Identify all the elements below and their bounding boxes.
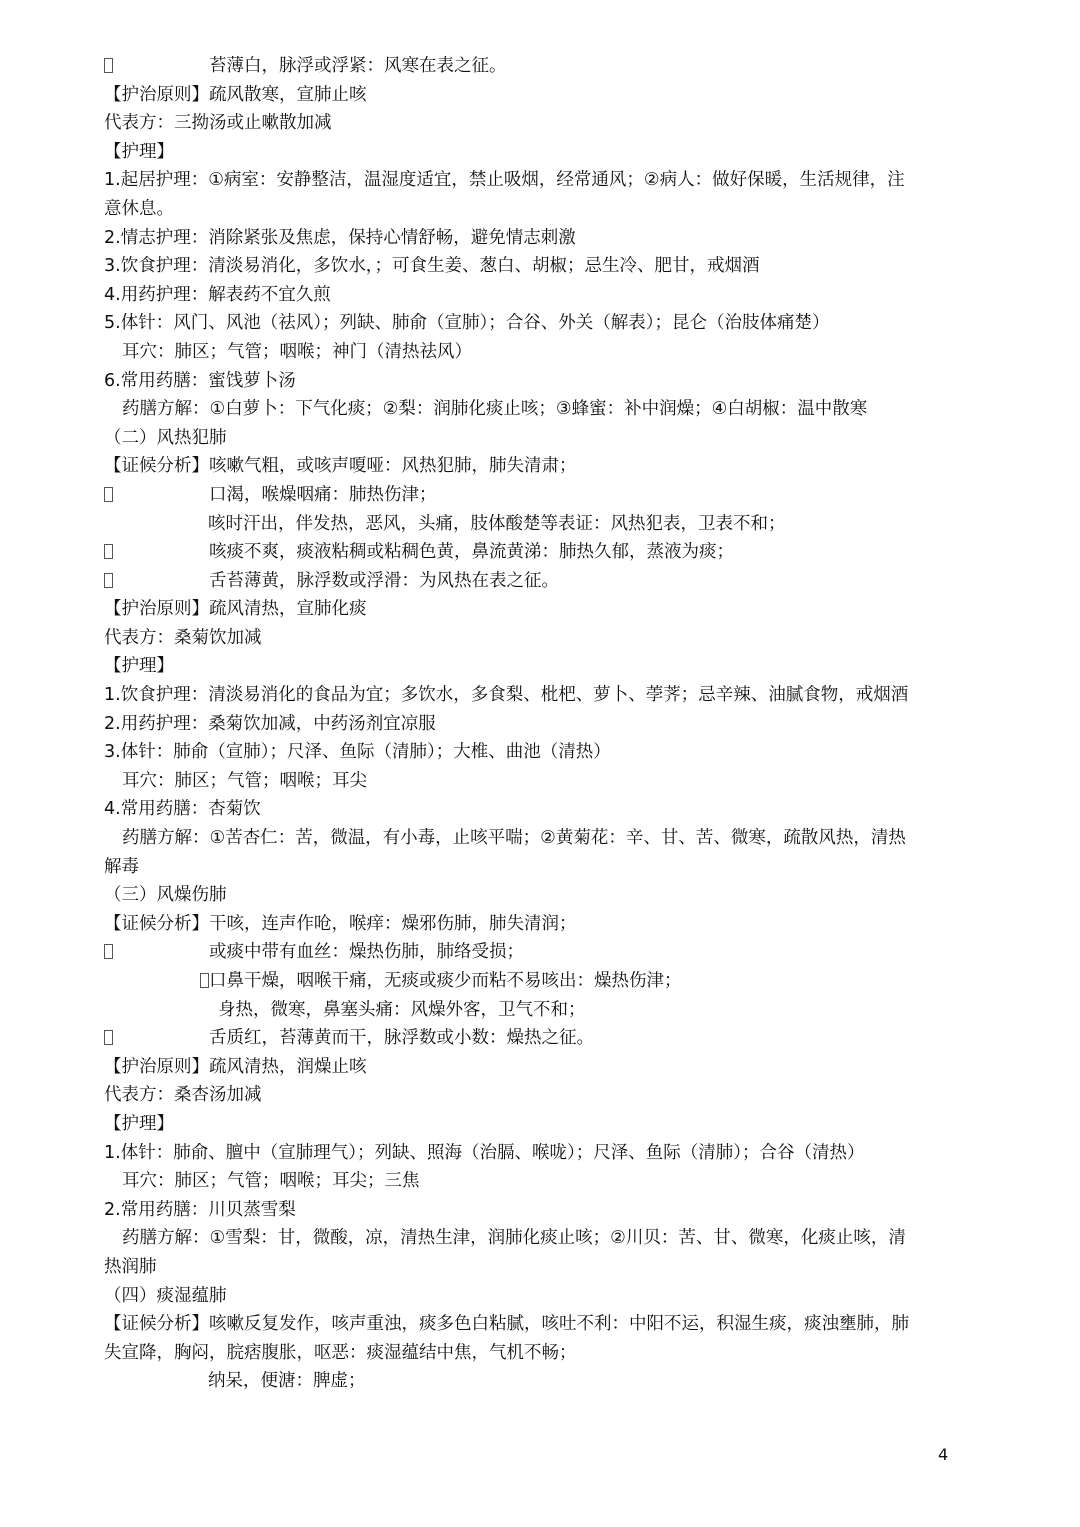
- line-text: 【证候分析】咳嗽气粗，或咳声嗄哑：风热犯肺，肺失清肃；: [104, 456, 577, 477]
- text-line: [104, 910, 984, 939]
- text-line: [104, 395, 984, 424]
- line-text: （二）风热犯肺: [104, 427, 227, 448]
- line-text: 身热，微寒，鼻塞头痛：风燥外客，卫气不和；: [218, 999, 586, 1020]
- text-line: [104, 996, 984, 1025]
- text-line: [104, 1110, 984, 1139]
- line-text: 舌质红，苔薄黄而干，脉浮数或小数：燥热之征。: [209, 1028, 594, 1049]
- text-line: [104, 1024, 984, 1053]
- line-text: 【护治原则】疏风散寒，宣肺止咳: [104, 84, 367, 105]
- text-line: [104, 767, 984, 796]
- text-line: [104, 309, 984, 338]
- line-text: 【护治原则】疏风清热，润燥止咳: [104, 1056, 367, 1077]
- text-line: [104, 681, 984, 710]
- missing-glyph-icon: [104, 573, 113, 588]
- line-text: 6.常用药膳：蜜饯萝卜汤: [104, 370, 296, 391]
- line-text: 【护理】: [104, 1113, 174, 1134]
- text-line: [104, 1081, 984, 1110]
- text-line: [104, 1224, 984, 1253]
- line-text: 【证候分析】咳嗽反复发作，咳声重浊，痰多色白粘腻，咳吐不利：中阳不运，积湿生痰，痰浊壅肺，肺: [104, 1314, 909, 1335]
- line-text: 耳穴：肺区；气管；咽喉；神门（清热祛风）: [122, 341, 472, 362]
- line-text: 代表方：桑菊饮加减: [104, 627, 262, 648]
- line-text: 5.体针：风门、风池（祛风）；列缺、肺俞（宣肺）；合谷、外关（解表）；昆仑（治肢体痛楚）: [104, 313, 830, 334]
- text-line: [104, 195, 984, 224]
- line-text: 耳穴：肺区；气管；咽喉；耳尖: [122, 770, 367, 791]
- text-line: [104, 281, 984, 310]
- text-line: [104, 624, 984, 653]
- line-text: 咳时汗出，伴发热，恶风，头痛，肢体酸楚等表证：风热犯表，卫表不和；: [208, 513, 786, 534]
- line-text: 1.起居护理：①病室：安静整洁，温湿度适宜，禁止吸烟，经常通风；②病人：做好保暖，生活规律，注: [104, 170, 905, 191]
- text-line: [104, 367, 984, 396]
- text-line: [104, 824, 984, 853]
- text-line: [104, 1253, 984, 1282]
- line-text: 舌苔薄黄，脉浮数或浮滑：为风热在表之征。: [209, 570, 559, 591]
- text-line: [104, 224, 984, 253]
- line-text: 2.情志护理：消除紧张及焦虑，保持心情舒畅，避免情志刺激: [104, 227, 576, 248]
- line-text: 热润肺: [104, 1256, 157, 1277]
- missing-glyph-icon: [104, 487, 113, 502]
- text-line: [104, 1167, 984, 1196]
- line-text: 3.饮食护理：清淡易消化，多饮水，；可食生姜、葱白、胡椒；忌生冷、肥甘，戒烟酒: [104, 256, 760, 277]
- line-text: 【护理】: [104, 656, 174, 677]
- line-text: 4.常用药膳：杏菊饮: [104, 799, 261, 820]
- missing-glyph-icon: [104, 58, 113, 73]
- text-line: [104, 481, 984, 510]
- text-line: [104, 1339, 984, 1368]
- line-text: 【护治原则】疏风清热，宣肺化痰: [104, 599, 367, 620]
- line-text: 或痰中带有血丝：燥热伤肺，肺络受损；: [209, 942, 524, 963]
- line-text: 1.饮食护理：清淡易消化的食品为宜；多饮水，多食梨、枇杷、萝卜、荸荠；忌辛辣、油腻食物，戒烟酒: [104, 685, 909, 706]
- line-text: 药膳方解：①苦杏仁：苦，微温，有小毒，止咳平喘；②黄菊花：辛、甘、苦、微寒，疏散风热，清热: [122, 828, 906, 849]
- text-line: [104, 424, 984, 453]
- line-text: 苔薄白，脉浮或浮紧：风寒在表之征。: [209, 56, 507, 76]
- text-line: [104, 1310, 984, 1339]
- missing-glyph-icon: [104, 944, 113, 959]
- line-text: 代表方：三拗汤或止嗽散加减: [104, 113, 332, 134]
- text-line: [104, 1139, 984, 1168]
- line-text: 1.体针：肺俞、膻中（宣肺理气）；列缺、照海（治膈、喉咙）；尺泽、鱼际（清肺）；合谷（清热）: [104, 1142, 865, 1163]
- line-text: 4.用药护理：解表药不宜久煎: [104, 284, 331, 305]
- missing-glyph-icon: [104, 1030, 113, 1045]
- text-line: [104, 338, 984, 367]
- text-line: [104, 710, 984, 739]
- line-text: 意休息。: [104, 198, 174, 219]
- line-text: （四）痰湿蕴肺: [104, 1285, 227, 1306]
- text-line: [104, 938, 984, 967]
- line-text: 咳痰不爽，痰液粘稠或粘稠色黄，鼻流黄涕：肺热久郁，蒸液为痰；: [209, 542, 734, 563]
- line-text: （三）风燥伤肺: [104, 885, 227, 906]
- text-body: [104, 52, 984, 1396]
- text-line: [104, 881, 984, 910]
- line-text: 口渴，喉燥咽痛：肺热伤津；: [209, 484, 437, 505]
- text-line: [104, 1282, 984, 1311]
- text-line: [104, 538, 984, 567]
- text-line: [104, 738, 984, 767]
- text-line: [104, 595, 984, 624]
- line-text: 药膳方解：①白萝卜：下气化痰；②梨：润肺化痰止咳；③蜂蜜：补中润燥；④白胡椒：温中散寒: [122, 399, 868, 420]
- text-line: [104, 853, 984, 882]
- page-number: 4: [938, 1445, 949, 1464]
- line-text: 纳呆，便溏：脾虚；: [208, 1371, 366, 1392]
- text-line: [104, 166, 984, 195]
- line-text: 【护理】: [104, 141, 174, 162]
- text-line: [104, 967, 984, 996]
- text-line: [104, 652, 984, 681]
- text-line: [104, 567, 984, 596]
- text-line: [104, 81, 984, 110]
- text-line: [104, 52, 984, 81]
- line-text: 2.常用药膳：川贝蒸雪梨: [104, 1199, 296, 1220]
- line-text: 2.用药护理：桑菊饮加减，中药汤剂宜凉服: [104, 713, 436, 734]
- line-text: 药膳方解：①雪梨：甘，微酸，凉，清热生津，润肺化痰止咳；②川贝：苦、甘、微寒，化痰止咳，清: [122, 1228, 906, 1249]
- text-line: [104, 138, 984, 167]
- text-line: [104, 1196, 984, 1225]
- line-text: 3.体针：肺俞（宣肺）；尺泽、鱼际（清肺）；大椎、曲池（清热）: [104, 742, 611, 763]
- text-line: [104, 109, 984, 138]
- line-text: 失宣降，胸闷，脘痞腹胀，呕恶：痰湿蕴结中焦，气机不畅；: [104, 1342, 577, 1363]
- missing-glyph-icon: [200, 973, 209, 988]
- line-text: 口鼻干燥，咽喉干痛，无痰或痰少而粘不易咳出：燥热伤津；: [209, 971, 682, 991]
- text-line: [104, 510, 984, 539]
- text-line: [104, 252, 984, 281]
- line-text: 耳穴：肺区；气管；咽喉；耳尖；三焦: [122, 1171, 420, 1192]
- text-line: [104, 1053, 984, 1082]
- line-text: 代表方：桑杏汤加减: [104, 1085, 262, 1106]
- text-line: [104, 795, 984, 824]
- text-line: [104, 1367, 984, 1396]
- text-line: [104, 452, 984, 481]
- line-text: 解毒: [104, 856, 139, 877]
- missing-glyph-icon: [104, 544, 113, 559]
- line-text: 【证候分析】干咳，连声作呛，喉痒：燥邪伤肺，肺失清润；: [104, 913, 577, 934]
